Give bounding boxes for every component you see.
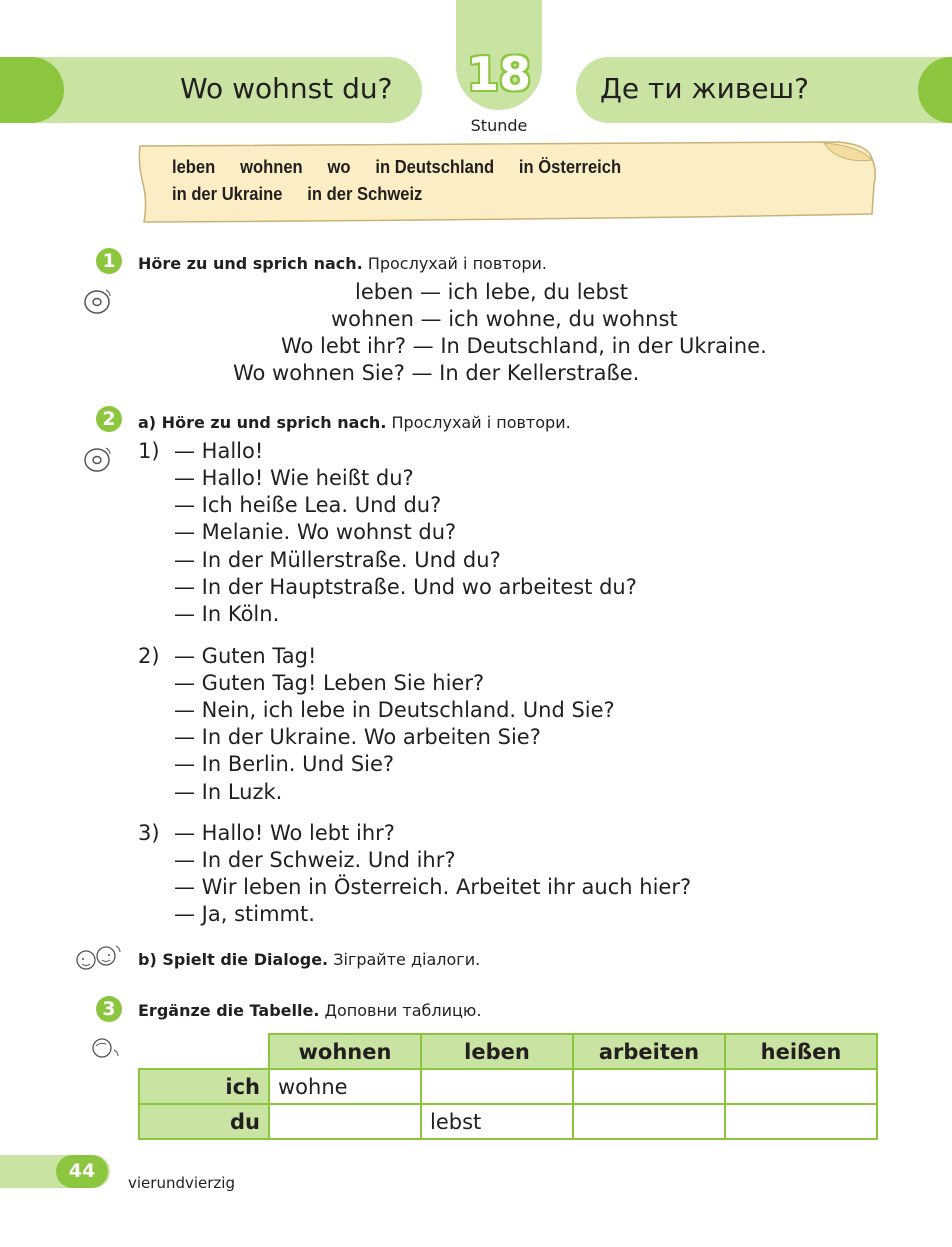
table-cell[interactable] bbox=[725, 1069, 877, 1104]
exercise-1-badge: 1 bbox=[96, 248, 122, 274]
table-cell[interactable] bbox=[269, 1104, 421, 1139]
dialog-line: — Ja, stimmt. bbox=[174, 902, 315, 926]
vocab-word: in Deutschland bbox=[375, 157, 495, 177]
dialog-line: — Melanie. Wo wohnst du? bbox=[174, 520, 457, 544]
vocab-word: in der Ukraine bbox=[172, 184, 283, 204]
vocab-word: wo bbox=[327, 157, 351, 177]
table-column-header: leben bbox=[421, 1034, 573, 1069]
ex1-line-3: Wo lebt ihr? — In Deutschland, in der Ukraine. bbox=[281, 334, 767, 358]
dialog-line: — In der Schweiz. Und ihr? bbox=[174, 848, 456, 872]
vocab-words bbox=[172, 154, 650, 208]
dialog-line: — Hallo! Wie heißt du? bbox=[174, 466, 414, 490]
exercise-3-badge: 3 bbox=[96, 996, 122, 1022]
dialog-line: — In Berlin. Und Sie? bbox=[174, 752, 395, 776]
writing-hand-icon bbox=[88, 1034, 122, 1062]
dialog-line: — In der Hauptstraße. Und wo arbeitest du? bbox=[174, 575, 637, 599]
table-column-header: heißen bbox=[725, 1034, 877, 1069]
dialog-3-label: 3) bbox=[138, 821, 160, 845]
instruction-ukrainian: Зіграйте діалоги. bbox=[333, 950, 481, 969]
dialog-line: — Wir leben in Österreich. Arbeitet ihr auch hier? bbox=[174, 875, 692, 899]
exercise-2-badge: 2 bbox=[96, 406, 122, 432]
instruction-german: a) Höre zu und sprich nach. bbox=[138, 413, 387, 432]
instruction-german: Höre zu und sprich nach. bbox=[138, 254, 363, 273]
audio-cd-icon[interactable] bbox=[82, 286, 112, 316]
dialog-line: — In der Müllerstraße. Und du? bbox=[174, 548, 501, 572]
ex1-line-1: leben — ich lebe, du lebst bbox=[355, 280, 628, 304]
vocab-word: in Österreich bbox=[518, 157, 622, 177]
vocab-word: wohnen bbox=[240, 157, 303, 177]
page-number-word: vierundvierzig bbox=[128, 1174, 235, 1192]
table-cell[interactable]: lebst bbox=[421, 1104, 573, 1139]
table-cell[interactable] bbox=[573, 1104, 725, 1139]
exercise-2b-instruction bbox=[138, 950, 480, 969]
header-banner-left-accent bbox=[0, 57, 64, 123]
table-row bbox=[139, 1104, 877, 1139]
vocab-word: in der Schweiz bbox=[307, 184, 423, 204]
dialog-line: — Guten Tag! bbox=[174, 644, 317, 668]
table-row-header: ich bbox=[139, 1069, 269, 1104]
table-header-row bbox=[139, 1034, 877, 1069]
conjugation-table bbox=[138, 1033, 878, 1140]
lesson-label: Stunde bbox=[470, 116, 528, 135]
table-column-header: wohnen bbox=[269, 1034, 421, 1069]
instruction-ukrainian: Доповни таблицю. bbox=[324, 1001, 482, 1020]
instruction-german: Ergänze die Tabelle. bbox=[138, 1001, 320, 1020]
table-row-header: du bbox=[139, 1104, 269, 1139]
ex1-line-2: wohnen — ich wohne, du wohnst bbox=[331, 307, 678, 331]
exercise-1-instruction bbox=[138, 254, 547, 273]
exercise-3-instruction bbox=[138, 1001, 481, 1020]
dialog-line: — Hallo! Wo lebt ihr? bbox=[174, 821, 395, 845]
table-corner bbox=[139, 1034, 269, 1069]
page-number: 44 bbox=[56, 1155, 108, 1188]
lesson-number: 18 bbox=[466, 47, 531, 101]
dialog-1-label: 1) bbox=[138, 439, 160, 463]
page-title-german: Wo wohnst du? bbox=[180, 72, 393, 105]
table-row bbox=[139, 1069, 877, 1104]
vocab-word: leben bbox=[172, 157, 216, 177]
page-title-ukrainian: Де ти живеш? bbox=[600, 72, 810, 105]
table-column-header: arbeiten bbox=[573, 1034, 725, 1069]
dialog-line: — In Luzk. bbox=[174, 780, 283, 804]
exercise-2a-instruction bbox=[138, 413, 571, 432]
dialog-line: — In der Ukraine. Wo arbeiten Sie? bbox=[174, 725, 541, 749]
ex1-line-4: Wo wohnen Sie? — In der Kellerstraße. bbox=[233, 361, 640, 385]
dialog-line: — Ich heiße Lea. Und du? bbox=[174, 493, 442, 517]
table-cell[interactable] bbox=[421, 1069, 573, 1104]
dialog-2-label: 2) bbox=[138, 644, 160, 668]
speaking-pair-icon bbox=[72, 942, 122, 974]
table-cell[interactable]: wohne bbox=[269, 1069, 421, 1104]
dialog-line: — Guten Tag! Leben Sie hier? bbox=[174, 671, 485, 695]
instruction-german: b) Spielt die Dialoge. bbox=[138, 950, 329, 969]
table-cell[interactable] bbox=[725, 1104, 877, 1139]
table-cell[interactable] bbox=[573, 1069, 725, 1104]
dialog-line: — Nein, ich lebe in Deutschland. Und Sie? bbox=[174, 698, 615, 722]
audio-cd-icon[interactable] bbox=[82, 444, 112, 474]
instruction-ukrainian: Прослухай і повтори. bbox=[367, 254, 547, 273]
instruction-ukrainian: Прослухай і повтори. bbox=[391, 413, 571, 432]
dialog-line: — Hallo! bbox=[174, 439, 264, 463]
dialog-line: — In Köln. bbox=[174, 602, 280, 626]
